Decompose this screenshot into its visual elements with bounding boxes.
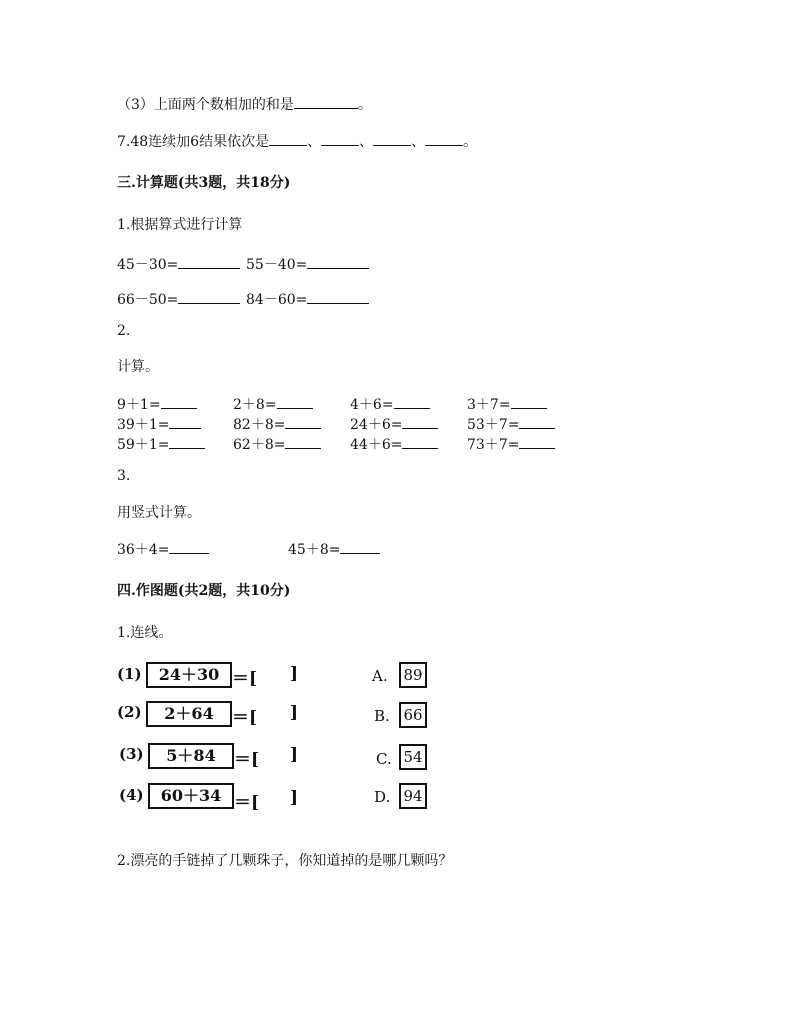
calc-2-expr: 82＋8= (233, 417, 286, 433)
separator: 、 (411, 134, 426, 150)
calc-1-item (117, 289, 240, 309)
answer-option-label: D. (374, 788, 391, 806)
calc-1-expr: 84－60= (246, 292, 308, 308)
answer-blank[interactable] (425, 144, 463, 146)
sum-question-end: 。 (357, 97, 372, 113)
calc-2-item (233, 414, 321, 434)
answer-blank[interactable] (285, 447, 321, 449)
answer-blank[interactable] (402, 427, 438, 429)
expression-box: 5＋84 (148, 743, 234, 769)
calc-2-item (233, 434, 321, 454)
calc-2-item (467, 394, 547, 414)
section-4-heading: 四.作图题(共2题，共10分) (117, 583, 291, 599)
answer-blank[interactable] (285, 427, 321, 429)
close-bracket[interactable]: ] (290, 788, 299, 808)
calc-3-title: 用竖式计算。 (117, 505, 201, 521)
answer-blank[interactable] (178, 267, 240, 269)
answer-blank[interactable] (294, 107, 358, 109)
calc-2-item (233, 394, 313, 414)
calc-2-expr: 9＋1= (117, 397, 161, 413)
calc-2-expr: 24＋6= (350, 417, 403, 433)
calc-2-item (350, 414, 438, 434)
answer-option-box[interactable]: 89 (399, 662, 427, 688)
match-label: (2) (117, 703, 142, 721)
answer-blank[interactable] (511, 407, 547, 409)
answer-blank[interactable] (519, 427, 555, 429)
calc-1-expr: 55－40= (246, 257, 308, 273)
calc-2-expr: 39＋1= (117, 417, 170, 433)
calc-2-item (117, 394, 197, 414)
calc-3-item (288, 539, 380, 559)
sum-question (117, 94, 372, 114)
calc-1-title: 1.根据算式进行计算 (117, 217, 243, 233)
calc-1-expr: 66－50= (117, 292, 179, 308)
answer-option-label: B. (374, 707, 390, 725)
draw-2-title: 2.漂亮的手链掉了几颗珠子，你知道掉的是哪几颗吗？ (117, 853, 453, 869)
expression-box: 2＋64 (146, 701, 232, 727)
answer-blank[interactable] (307, 302, 369, 304)
separator: 、 (359, 134, 374, 150)
calc-1-item (246, 289, 369, 309)
answer-option-box[interactable]: 66 (399, 702, 427, 728)
answer-option-box[interactable]: 54 (399, 744, 427, 770)
calc-2-expr: 73＋7= (467, 437, 520, 453)
calc-2-expr: 4＋6= (350, 397, 394, 413)
calc-2-expr: 3＋7= (467, 397, 511, 413)
expression-box: 60＋34 (148, 783, 234, 809)
calc-2-number: 2. (117, 323, 131, 339)
answer-blank[interactable] (178, 302, 240, 304)
equals-open-bracket: ＝[ (232, 669, 258, 689)
calc-1-item (246, 254, 369, 274)
answer-blank[interactable] (161, 407, 197, 409)
calc-1-expr: 45－30= (117, 257, 179, 273)
calc-3-item (117, 539, 209, 559)
answer-blank[interactable] (169, 552, 209, 554)
answer-blank[interactable] (519, 447, 555, 449)
question-7-end: 。 (463, 134, 478, 150)
close-bracket[interactable]: ] (290, 703, 299, 723)
answer-blank[interactable] (277, 407, 313, 409)
answer-blank[interactable] (169, 427, 201, 429)
close-bracket[interactable]: ] (290, 745, 299, 765)
calc-2-item (117, 414, 201, 434)
separator: 、 (307, 134, 322, 150)
equals-open-bracket: ＝[ (234, 793, 260, 813)
calc-2-item (467, 434, 555, 454)
match-label: (3) (119, 745, 144, 763)
calc-2-expr: 62＋8= (233, 437, 286, 453)
expression-box: 24＋30 (146, 662, 232, 688)
answer-blank[interactable] (307, 267, 369, 269)
equals-open-bracket: ＝[ (234, 750, 260, 770)
calc-2-item (467, 414, 555, 434)
calc-3-expr: 36＋4= (117, 542, 170, 558)
calc-3-number: 3. (117, 468, 131, 484)
sum-question-text: （3）上面两个数相加的和是 (117, 97, 294, 113)
question-7 (117, 131, 477, 151)
answer-blank[interactable] (269, 144, 307, 146)
answer-option-label: C. (376, 750, 392, 768)
calc-2-item (350, 394, 430, 414)
answer-option-box[interactable]: 94 (399, 783, 427, 809)
match-label: (4) (119, 786, 144, 804)
calc-2-item (350, 434, 438, 454)
answer-blank[interactable] (402, 447, 438, 449)
calc-3-expr: 45＋8= (288, 542, 341, 558)
answer-blank[interactable] (373, 144, 411, 146)
match-label: (1) (117, 665, 142, 683)
calc-2-expr: 44＋6= (350, 437, 403, 453)
calc-2-expr: 53＋7= (467, 417, 520, 433)
draw-1-title: 1.连线。 (117, 625, 173, 641)
close-bracket[interactable]: ] (290, 664, 299, 684)
answer-blank[interactable] (321, 144, 359, 146)
answer-blank[interactable] (394, 407, 430, 409)
calc-2-title: 计算。 (117, 359, 159, 375)
calc-2-expr: 59＋1= (117, 437, 170, 453)
equals-open-bracket: ＝[ (232, 708, 258, 728)
answer-option-label: A. (372, 667, 388, 685)
calc-2-expr: 2＋8= (233, 397, 277, 413)
calc-1-item (117, 254, 240, 274)
answer-blank[interactable] (340, 552, 380, 554)
answer-blank[interactable] (169, 447, 205, 449)
calc-2-item (117, 434, 205, 454)
section-3-heading: 三.计算题(共3题，共18分) (117, 175, 291, 191)
question-7-text: 7.48连续加6结果依次是 (117, 134, 270, 150)
